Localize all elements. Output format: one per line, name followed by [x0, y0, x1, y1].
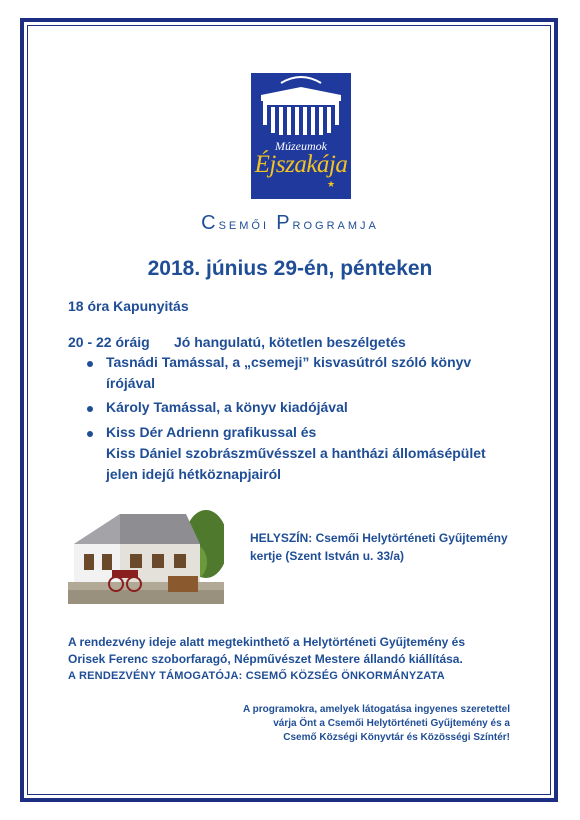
session-title: Jó hangulatú, kötetlen beszélgetés [174, 334, 406, 350]
footer-line-2: Orisek Ferenc szoborfaragó, Népművészet Mestere állandó kiállítása. [68, 652, 463, 666]
footer-line-1: A rendezvény ideje alatt megtekinthető a Helytörténeti Gyűjtemény és [68, 635, 466, 649]
list-item-3-line-1: Kiss Dér Adrienn grafikussal és [106, 424, 317, 440]
heading-cap-1: C [201, 212, 219, 234]
list-item-2: Károly Tamással, a könyv kiadójával [106, 399, 348, 415]
list-item-3-line-3: jelen idejű hétköznapjairól [106, 466, 282, 482]
heading-word-2: rogramja [292, 216, 379, 233]
heading-cap-2: P [276, 212, 293, 234]
closing-line-1: A programokra, amelyek látogatása ingyenes szeretettel [243, 704, 510, 715]
star-icon: ★ [327, 179, 336, 189]
closing-line-2: várja Önt a Csemői Helytörténeti Gyűjtemény és a [273, 718, 510, 729]
venue-line-2: kertje (Szent István u. 33/a) [250, 549, 405, 563]
bullet-icon [87, 431, 93, 437]
event-date: 2018. június 29-én, pénteken [147, 257, 433, 280]
sponsor-line: A RENDEZVÉNY TÁMOGATÓJA: CSEMŐ KÖZSÉG ÖNKORMÁNYZATA [68, 670, 445, 682]
bullet-icon [87, 406, 93, 412]
list-item-1-line-2: írójával [106, 375, 156, 391]
opening-time: 18 óra Kapunyitás [68, 298, 189, 314]
venue-line-1: HELYSZÍN: Csemői Helytörténeti Gyűjtemény [250, 531, 508, 545]
columns-emblem-icon [251, 73, 351, 199]
museum-night-logo [251, 73, 351, 199]
list-item-1-line-1: Tasnádi Tamással, a „csemeji” kisvasútról szóló könyv [106, 354, 472, 370]
list-item-3-line-2: Kiss Dániel szobrászművésszel a hantházi állomásépület [106, 445, 486, 461]
heading-word-1: semői [218, 216, 270, 233]
logo-text-night: Éjszakája [254, 151, 348, 178]
closing-line-3: Csemő Községi Könyvtár és Közösségi Színtér! [283, 732, 510, 743]
session-time: 20 - 22 óráig [68, 334, 150, 350]
venue-photo [68, 504, 224, 604]
program-heading [0, 212, 580, 235]
logo-text-museums: Múzeumok [275, 139, 327, 153]
bullet-icon [87, 361, 93, 367]
